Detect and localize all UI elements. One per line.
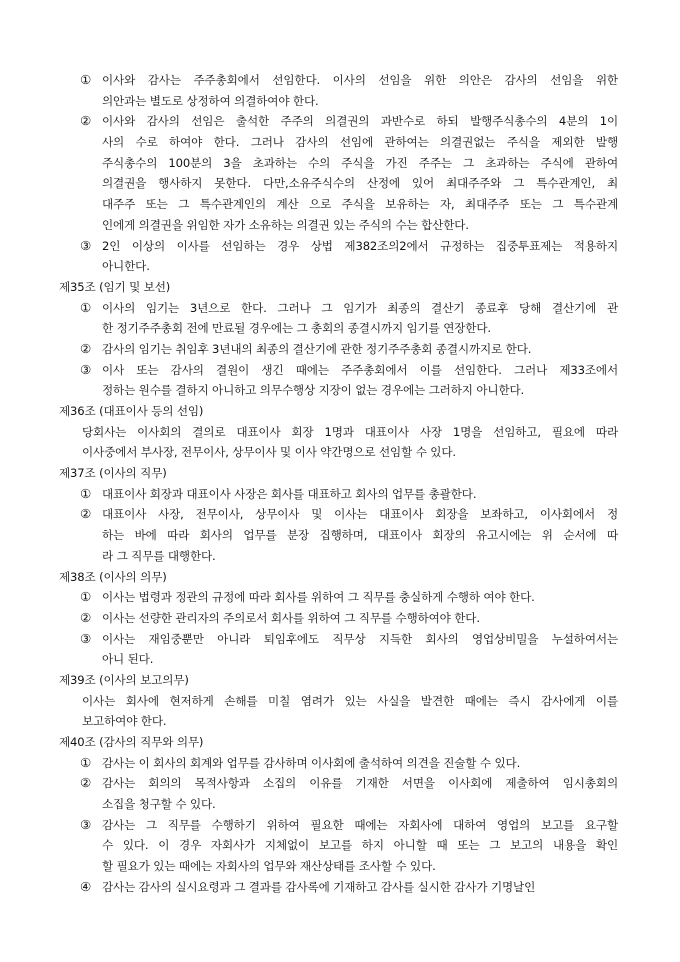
line-text: 이사와 감사는 주주총회에서 선임한다. 이사의 선임을 위한 의안은 감사의 선임을 위한	[102, 73, 618, 87]
line-text: 대주주 또는 그 특수관계인의 계산 으로 주식을 보유하는 자, 최대주주 또는 그 특수관계	[102, 197, 618, 212]
line-text: 보고하여야 한다.	[82, 714, 167, 729]
article-heading	[0, 463, 680, 484]
clause-number-marker: ②	[80, 506, 92, 522]
line-text: 수 있다. 이 경우 자회사가 지체없이 보고를 하지 아니할 때 또는 그 보고의 내용을 확인	[102, 838, 618, 853]
line-text: 이사는 선량한 관리자의 주의로서 회사를 위하여 그 직무를 수행하여야 한다.	[102, 610, 480, 625]
clause-continuation	[0, 794, 680, 815]
clause-item	[0, 753, 680, 774]
clause-continuation	[0, 132, 680, 153]
clause-number-marker: ②	[80, 340, 92, 356]
clause-number-marker: ①	[80, 589, 92, 605]
clause-item	[0, 608, 680, 629]
line-text: 아니한다.	[102, 259, 150, 274]
clause-continuation	[0, 380, 680, 401]
line-text: 이사 또는 감사의 결원이 생긴 때에는 주주총회에서 이를 선임한다. 그러나 제33조에서	[102, 362, 618, 377]
clause-item	[0, 339, 680, 360]
clause-item	[0, 360, 680, 381]
clause-continuation	[0, 256, 680, 277]
line-text: 이사는 회사에 현저하게 손해를 미칠 염려가 있는 사실을 발견한 때에는 즉시 감사에게 이를	[82, 693, 618, 708]
clause-number-marker: ③	[80, 816, 92, 832]
line-text: 감사는 이 회사의 회계와 업무를 감사하며 이사회에 출석하여 의견을 진술할 수 있다.	[102, 755, 521, 770]
line-text: 정하는 원수를 결하지 아니하고 의무수행상 지장이 없는 경우에는 그러하지 아니한다.	[102, 383, 525, 398]
article-body-text	[0, 691, 680, 712]
clause-number-marker: ②	[80, 113, 92, 129]
line-text: 감사는 회의의 목적사항과 소집의 이유를 기재한 서면을 이사회에 제출하여 임시총회의	[102, 776, 618, 791]
clause-number-marker: ③	[80, 237, 92, 253]
line-text: 한 정기주주총회 전에 만료될 경우에는 그 총회의 종결시까지 임기를 연장한다.	[102, 321, 491, 336]
line-text: 제36조 (대표이사 등의 선임)	[59, 404, 204, 418]
line-text: 이사와 감사의 선임은 출석한 주주의 의결권의 과반수로 하되 발행주식총수의 4분의 1이	[102, 114, 618, 129]
article-body-text	[0, 422, 680, 443]
clause-item	[0, 877, 680, 898]
clause-item	[0, 236, 680, 257]
clause-item	[0, 504, 680, 525]
line-text: 제39조 (이사의 보고의무)	[59, 672, 189, 687]
article-heading	[0, 732, 680, 753]
clause-continuation	[0, 649, 680, 670]
article-heading	[0, 401, 680, 422]
clause-continuation	[0, 318, 680, 339]
clause-continuation	[0, 525, 680, 546]
article-heading	[0, 277, 680, 298]
line-text: 이사는 법령과 정관의 규정에 따라 회사를 위하여 그 직무를 충실하게 수행하 여야 한다.	[102, 590, 535, 605]
line-text: 제35조 (임기 및 보선)	[59, 279, 171, 294]
clause-item	[0, 815, 680, 836]
line-text: 제37조 (이사의 직무)	[59, 466, 167, 481]
clause-continuation	[0, 91, 680, 112]
line-text: 대표이사 회장과 대표이사 사장은 회사를 대표하고 회사의 업무를 총괄한다.	[102, 486, 477, 501]
line-text: 당회사는 이사회의 결의로 대표이사 회장 1명과 대표이사 사장 1명을 선임하고, 필요에 따라	[82, 424, 618, 439]
line-text: 인에게 의결권을 위임한 자가 소유하는 의결권 있는 주식의 수는 합산한다.	[102, 217, 469, 232]
line-text: 할 필요가 있는 때에는 자회사의 업무와 재산상태를 조사할 수 있다.	[102, 859, 436, 874]
line-text: 감사는 감사의 실시요령과 그 결과를 감사록에 기재하고 감사를 실시한 감사가 기명날인	[102, 879, 536, 894]
article-heading	[0, 567, 680, 588]
line-text: 아니 된다.	[102, 652, 154, 667]
clause-continuation	[0, 215, 680, 236]
clause-item	[0, 70, 680, 91]
clause-continuation	[0, 835, 680, 856]
clause-number-marker: ②	[80, 609, 92, 625]
clause-continuation	[0, 546, 680, 567]
clause-item	[0, 587, 680, 608]
clause-item	[0, 111, 680, 132]
clause-number-marker: ③	[80, 361, 92, 377]
line-text: 2인 이상의 이사를 선임하는 경우 상법 제382조의2에서 규정하는 집중투표제는 적용하지	[102, 238, 618, 253]
clause-item	[0, 298, 680, 319]
clause-number-marker: ①	[80, 299, 92, 315]
clause-item	[0, 484, 680, 505]
line-text: 의결권을 행사하지 못한다. 다만,소유주식수의 산정에 있어 최대주주와 그 특수관계인, 최	[102, 176, 618, 191]
line-text: 이사는 재임중뿐만 아니라 퇴임후에도 직무상 지득한 회사의 영업상비밀을 누설하여서는	[102, 631, 618, 646]
line-text: 감사의 임기는 취임후 3년내의 최종의 결산기에 관한 정기주주총회 종결시까지로 한다.	[102, 341, 532, 356]
line-text: 이사중에서 부사장, 전무이사, 상무이사 및 이사 약간명으로 선임할 수 있다.	[82, 445, 456, 460]
clause-number-marker: ①	[80, 72, 92, 87]
line-text: 주식총수의 100분의 3을 초과하는 수의 주식을 가진 주주는 그 초과하는 주식에 관하여	[102, 155, 618, 170]
line-text: 감사는 그 직무를 수행하기 위하여 필요한 때에는 자회사에 대하여 영업의 보고를 요구할	[102, 817, 618, 832]
document-page	[0, 70, 680, 898]
clause-number-marker: ①	[80, 485, 92, 501]
clause-continuation	[0, 153, 680, 174]
clause-number-marker: ③	[80, 630, 92, 646]
line-text: 라 그 직무를 대행한다.	[102, 548, 216, 563]
line-text: 제40조 (감사의 직무와 의무)	[59, 735, 204, 749]
line-text: 의안과는 별도로 상정하여 의결하여야 한다.	[102, 93, 319, 108]
line-text: 하는 바에 따라 회사의 업무를 분장 집행하며, 대표이사 회장의 유고시에는 위 순서에 따	[102, 528, 618, 543]
clause-number-marker: ④	[80, 878, 92, 894]
clause-number-marker: ①	[80, 754, 92, 770]
line-text: 제38조 (이사의 의무)	[59, 569, 167, 584]
line-text: 소집을 청구할 수 있다.	[102, 797, 216, 812]
article-body-text	[0, 442, 680, 463]
clause-continuation	[0, 173, 680, 194]
clause-item	[0, 629, 680, 650]
clause-continuation	[0, 194, 680, 215]
line-text: 대표이사 사장, 전무이사, 상무이사 및 이사는 대표이사 회장을 보좌하고, 이사회에서 정	[102, 507, 618, 522]
clause-number-marker: ②	[80, 775, 92, 791]
article-heading	[0, 670, 680, 691]
clause-item	[0, 773, 680, 794]
line-text: 사의 수로 하여야 한다. 그러나 감사의 선임에 관하여는 의결권없는 주식을 제외한 발행	[102, 135, 618, 150]
article-body-text	[0, 711, 680, 732]
line-text: 이사의 임기는 3년으로 한다. 그러나 그 임기가 최종의 결산기 종료후 당해 결산기에 관	[102, 300, 618, 315]
clause-continuation	[0, 856, 680, 877]
